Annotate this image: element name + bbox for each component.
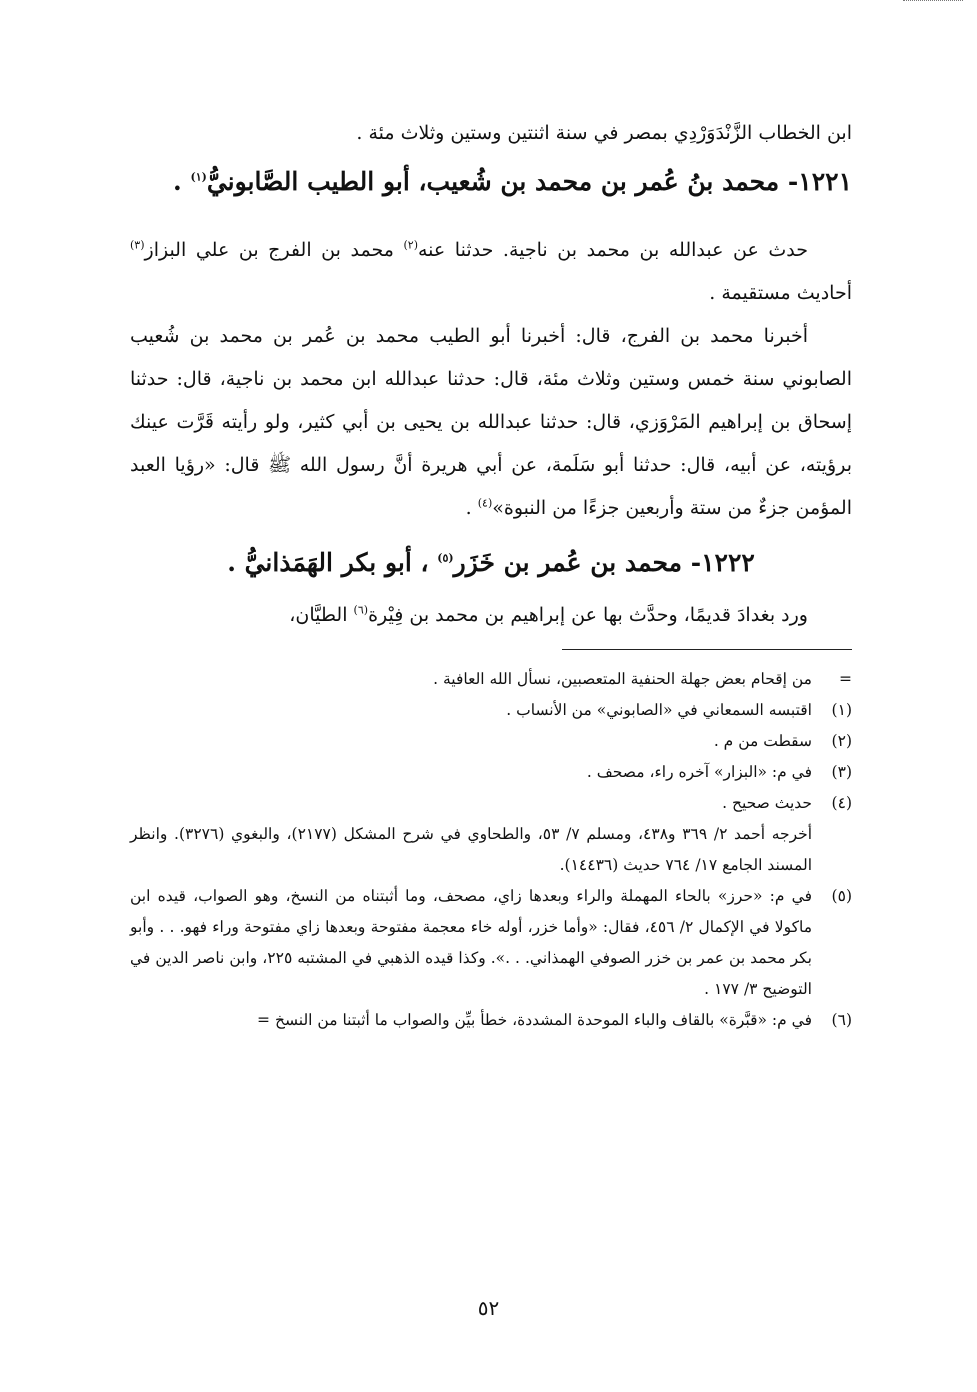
hadith-end: .	[465, 497, 478, 519]
book-page	[130, 112, 852, 1036]
footnote-text: اقتبسه السمعاني في «الصابوني» من الأنساب .	[506, 701, 812, 719]
paragraph-text: الطيَّان،	[289, 604, 354, 626]
footnote-text: سقطت من م .	[713, 732, 812, 750]
entry-1221-paragraph	[130, 229, 852, 315]
hadith-paragraph	[130, 315, 852, 530]
footnote-3	[130, 757, 852, 788]
hadith-text: أخبرنا محمد بن الفرج، قال: أخبرنا أبو الطيب محمد بن عُمر بن محمد بن شُعيب الصابوني سنة خمس وستين وثلاث مئة، قال: حدثنا عبدالله ابن محمد بن ناجية، قال: حدثنا إسحاق بن إبراهيم المَرْوَزي، قال: حدثنا عبدالله بن يحيى بن أبي كثير، ولو رأيته قَرَّت عينك برؤيته، عن أبيه، قال: حدثنا أبو سَلَمة، عن أبي هريرة أنَّ رسول الله ﷺ قال: «رؤيا العبد المؤمن جزءٌ من ستة وأربعين جزءًا من النبوة»	[130, 325, 852, 519]
footnote-text: في م: «البزار» آخره راء، مصحف .	[586, 763, 812, 781]
scan-edge-marks	[903, 0, 963, 7]
footnote-number: (٦)	[831, 1011, 852, 1029]
footnote-text: حديث صحيح .	[722, 794, 812, 812]
footnote-ref-6[interactable]: (٦)	[353, 603, 369, 617]
entry-1221-name: ١٢٢١- محمد بنُ عُمر بن محمد بن شُعيب، أبو الطيب	[307, 167, 852, 196]
footnote-text: من إقحام بعض جهلة الحنفية المتعصبين، نسأل الله العافية .	[433, 670, 812, 688]
entry-1221-end: .	[173, 167, 191, 196]
paragraph-text: ورد بغدادَ قديمًا، وحدَّث بها عن إبراهيم بن محمد بن فِيْرة	[368, 604, 808, 626]
footnote-continuation	[130, 664, 852, 695]
paragraph-text: حدث عن عبدالله بن محمد بن ناجية. حدثنا عنه	[417, 239, 808, 261]
footnote-ref-3[interactable]: (٣)	[130, 238, 145, 252]
footnote-1	[130, 695, 852, 726]
footnote-4	[130, 788, 852, 819]
footnote-ref-1[interactable]: (١)	[190, 170, 207, 184]
footnote-ref-5[interactable]: (٥)	[437, 551, 454, 565]
entry-1222-name: ١٢٢٢- محمد بن عُمر بن خَزَر	[453, 548, 755, 577]
continuation-text: ابن الخطاب الزَّنْدَوَرْدِي بمصر في سنة اثنتين وستين وثلاث مئة .	[356, 122, 852, 144]
footnote-divider	[562, 649, 852, 650]
footnote-6	[130, 1005, 852, 1036]
paragraph-text: محمد بن الفرج بن علي البزاز	[144, 239, 404, 261]
footnote-ref-4[interactable]: (٤)	[477, 496, 493, 510]
footnote-number: (٤)	[831, 794, 852, 812]
footnotes	[130, 664, 852, 1036]
footnote-number: (٢)	[831, 732, 852, 750]
footnote-number: (١)	[831, 701, 852, 719]
footnote-number: (٣)	[831, 763, 852, 781]
entry-1222-kunya: ، أبو بكر الهَمَذانيُّ .	[227, 548, 438, 577]
footnote-5	[130, 881, 852, 1005]
footnote-2	[130, 726, 852, 757]
entry-1222-heading	[130, 536, 852, 590]
footnote-ref-2[interactable]: (٢)	[403, 238, 418, 252]
continuation-line	[130, 112, 852, 155]
entry-1221-heading	[130, 155, 852, 209]
entry-1221-nisba: الصَّابونيُّ	[206, 167, 299, 196]
page-number: ٥٢	[477, 1296, 500, 1320]
paragraph-text: أحاديث مستقيمة .	[709, 282, 852, 304]
continuation-mark: =	[839, 670, 852, 688]
footnote-number: (٥)	[831, 887, 852, 905]
footnote-text: في م: «قبَّرة» بالقاف والباء الموحدة المشددة، خطأ بيِّن والصواب ما أثبتنا من النسخ =	[257, 1011, 812, 1029]
entry-1222-paragraph	[130, 594, 852, 637]
footnote-4-continuation: أخرجه أحمد ٢/ ٣٦٩ و٤٣٨، ومسلم ٧/ ٥٣، والطحاوي في شرح المشكل (٢١٧٧)، والبغوي (٣٢٧٦). وانظر المسند الجامع ١٧/ ٧٦٤ حديث (١٤٤٣٦).	[130, 825, 813, 874]
footnote-text: في م: «حرز» بالحاء المهملة والراء وبعدها زاي، مصحف، وما أثبتناه من النسخ، وهو الصواب، قيده ابن ماكولا في الإكمال ٢/ ٤٥٦، فقال: «وأما خزر، أوله خاء معجمة مفتوحة وبعدها زاي مفتوحة وراء فهو. . . وأبو بكر محمد بن عمر بن خزر الصوفي الهمذاني. . .». وكذا قيده الذهبي في المشتبه ٢٢٥، وابن ناصر الدين في التوضيح ٣/ ١٧٧ .	[130, 887, 813, 998]
